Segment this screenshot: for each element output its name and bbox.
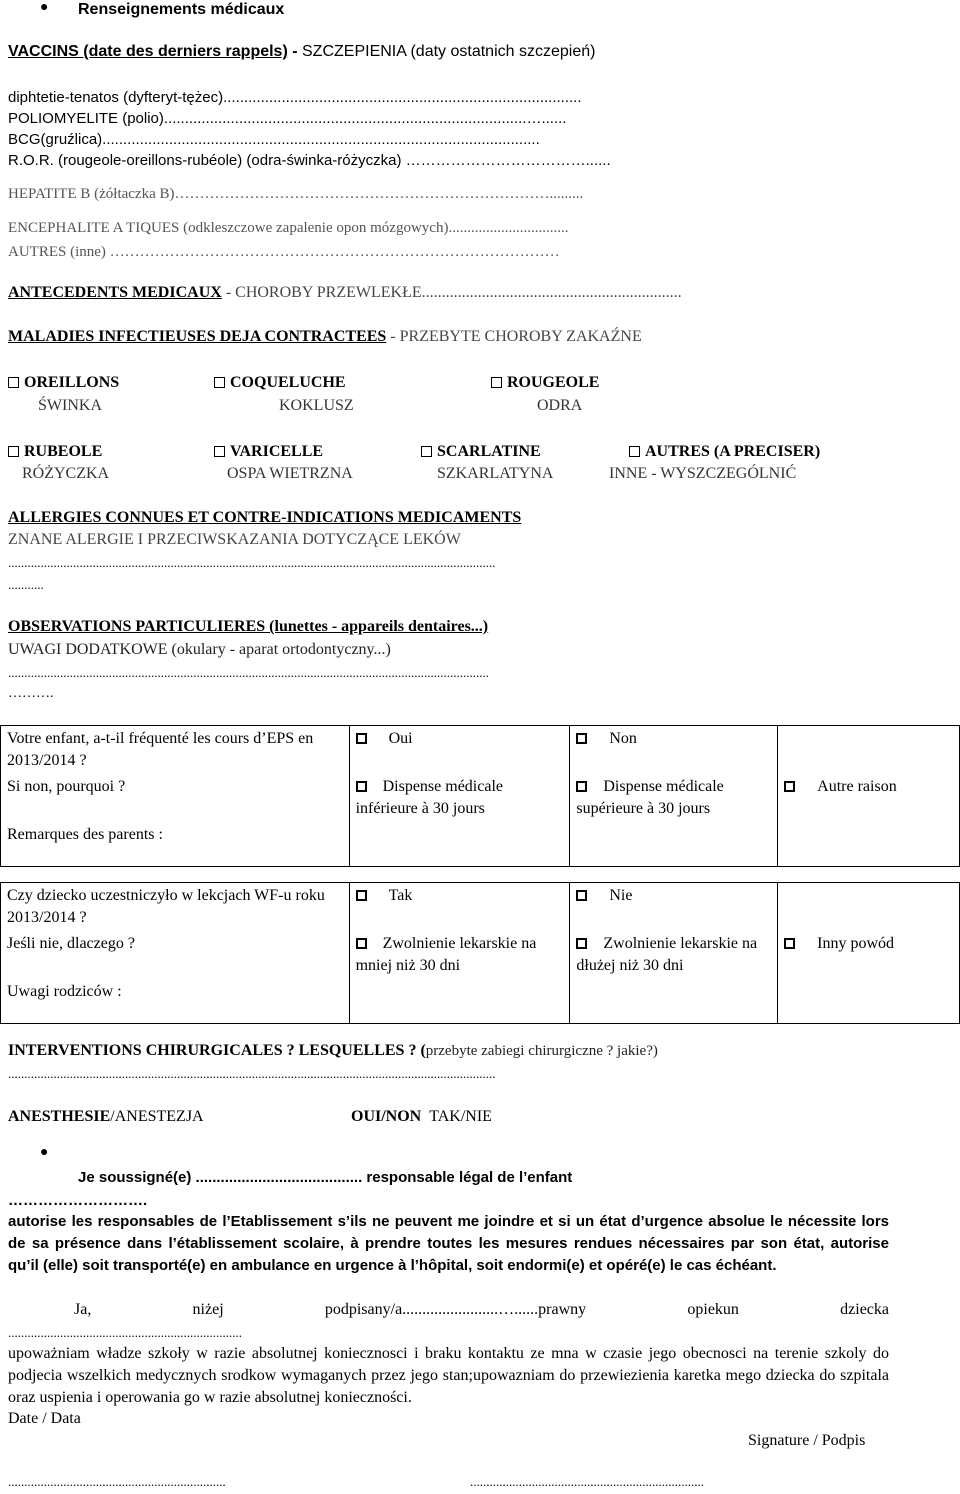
maladies-pl: - PRZEBYTE CHOROBY ZAKAŹNE [386,328,642,345]
disease-option-rubeole[interactable] [8,442,102,462]
consent-pl-line2[interactable]: ........................................................................ [8,1325,242,1340]
eps-empty-cell [778,726,960,775]
allergies-answer-line[interactable]: ........... [8,577,44,592]
disease-label: VARICELLE [230,443,324,460]
wf-table [0,882,960,1024]
consent-pl-line1: Ja, niżej podpisany/a........................…......prawny opiekun dziecka [74,1301,889,1318]
eps-remarks-field[interactable] [349,822,570,866]
disease-label: SCARLATINE [437,443,541,460]
vaccine-line: POLIOMYELITE (polio).......................................................................................…...... [8,110,567,127]
disease-label: OREILLONS [24,374,120,391]
eps-remarks-field[interactable] [570,822,778,866]
bullet-icon: ● [40,0,49,15]
anesthesia-answer[interactable] [351,1107,492,1127]
wf-question-why: Jeśli nie, dlaczego ? [1,931,350,979]
anesthesia-label-pl: /ANESTEZJA [110,1108,204,1125]
date-label: Date / Data [8,1410,81,1427]
anesthesia-answer-fr: OUI/NON [351,1108,422,1125]
eps-remarks-field[interactable] [778,822,960,866]
maladies-title: MALADIES INFECTIEUSES DEJA CONTRACTEES [8,328,387,345]
observations-answer-line[interactable]: .................................................................................................................................................... [8,665,489,680]
wf-option-nie[interactable]: Nie [570,883,778,932]
disease-pl-label: SZKARLATYNA [437,465,554,482]
surgery-line [8,1041,658,1061]
antecedents-title: ANTECEDENTS MEDICAUX [8,284,222,301]
bullet-icon: ● [40,1145,49,1160]
checkbox-icon[interactable] [8,377,19,388]
checkbox-icon[interactable] [214,377,225,388]
disease-pl-label: OSPA WIETRZNA [227,465,353,482]
signature-field[interactable]: ........................................................................ [470,1474,704,1489]
eps-remarks: Remarques des parents : [1,822,350,866]
vaccine-line: BCG(gruźlica)......................................................................................................... [8,131,540,148]
signature-label: Signature / Podpis [748,1432,866,1449]
disease-pl-label: ŚWINKA [38,397,102,414]
eps-option-inferior[interactable]: Dispense médicale inférieure à 30 jours [349,774,570,822]
eps-option-oui[interactable]: Oui [349,726,570,775]
disease-option-varicelle[interactable] [214,442,323,462]
checkbox-icon[interactable] [576,733,587,744]
disease-pl-label: ODRA [537,397,583,414]
disease-option-oreillons[interactable] [8,373,119,393]
eps-option-non[interactable]: Non [570,726,778,775]
eps-option-superior[interactable]: Dispense médicale supérieure à 30 jours [570,774,778,822]
disease-option-rougeole[interactable] [491,373,599,393]
maladies-line [8,327,642,347]
disease-option-coqueluche[interactable] [214,373,346,393]
consent-fr-line1: Je soussigné(e) ........................................ responsable légal de l’enfant [78,1169,573,1186]
wf-empty-cell [778,883,960,932]
eps-option-other[interactable]: Autre raison [778,774,960,822]
consent-fr-line2: ………………………. [8,1192,148,1209]
wf-option-less[interactable]: Zwolnienie lekarskie na mniej niż 30 dni [349,931,570,979]
observations-pl: UWAGI DODATKOWE (okulary - aparat ortodontyczny...) [8,641,391,658]
disease-option-scarlatine[interactable] [421,442,541,462]
disease-label: RUBEOLE [24,443,103,460]
checkbox-icon[interactable] [421,446,432,457]
checkbox-icon[interactable] [214,446,225,457]
anesthesia-label: ANESTHESIE [8,1108,111,1125]
disease-label: COQUELUCHE [230,374,346,391]
medical-heading: Renseignements médicaux [78,1,285,18]
disease-pl-label: RÓŻYCZKA [22,465,110,482]
wf-option-other[interactable]: Inny powód [778,931,960,979]
antecedents-line [8,283,682,303]
vaccine-line: R.O.R. (rougeole-oreillons-rubéole) (odra-świnka-różyczka) ………………………………...... [8,152,611,169]
wf-remarks-field[interactable] [778,979,960,1023]
eps-question: Votre enfant, a-t-il fréquenté les cours d’EPS en 2013/2014 ? [1,726,350,775]
wf-option-more[interactable]: Zwolnienie lekarskie na dłużej niż 30 dni [570,931,778,979]
checkbox-icon[interactable] [629,446,640,457]
vaccine-line: AUTRES (inne) ……………………………………………………………………………… [8,244,560,260]
vaccine-line: diphtetie-tenatos (dyfteryt-tężec)...................................................................................... [8,89,582,106]
vaccins-header [8,42,595,62]
vaccine-line: ENCEPHALITE A TIQUES (odkleszczowe zapalenie opon mózgowych)................................ [8,220,569,236]
surgery-title: INTERVENTIONS CHIRURGICALES ? LESQUELLES ? ( [8,1042,426,1059]
checkbox-icon[interactable] [576,781,587,792]
observations-title: OBSERVATIONS PARTICULIERES (lunettes - appareils dentaires...) [8,618,489,635]
checkbox-icon[interactable] [356,890,367,901]
wf-remarks-field[interactable] [570,979,778,1023]
observations-answer-line[interactable]: ………. [8,686,54,701]
consent-fr-body: autorise les responsables de l’Etablissement s’ils ne peuvent me joindre et si un état d’urgence absolue le nécessite lors de sa présence dans l’établissement scolaire, à prendre toutes les mesures rendues nécessaires par son état, autorise qu’il (elle) soit transporté(e) en ambulance en urgence à l’hôpital, soit endormi(e) et opéré(e) le cas échéant. [8,1213,889,1274]
checkbox-icon[interactable] [491,377,502,388]
antecedents-pl: - CHOROBY PRZEWLEKŁE................................................................. [221,284,682,301]
surgery-answer-line[interactable]: ...................................................................................................................................................... [8,1066,496,1081]
checkbox-icon[interactable] [356,938,367,949]
vaccins-separator: - [287,43,302,60]
checkbox-icon[interactable] [784,938,795,949]
wf-remarks-field[interactable] [349,979,570,1023]
disease-option-autres[interactable] [629,442,820,462]
disease-label: AUTRES (A PRECISER) [645,443,821,460]
allergies-answer-line[interactable]: ...................................................................................................................................................... [8,555,496,570]
checkbox-icon[interactable] [356,733,367,744]
checkbox-icon[interactable] [784,781,795,792]
wf-option-tak[interactable]: Tak [349,883,570,932]
checkbox-icon[interactable] [356,781,367,792]
wf-remarks: Uwagi rodziców : [1,979,350,1023]
vaccine-line: HEPATITE B (żółtaczka B)…………………………………………………………………......... [8,186,584,202]
vaccins-title: VACCINS (date des derniers rappels) [8,43,288,60]
allergies-title: ALLERGIES CONNUES ET CONTRE-INDICATIONS MEDICAMENTS [8,509,522,526]
disease-label: ROUGEOLE [507,374,600,391]
allergies-pl: ZNANE ALERGIE I PRZECIWSKAZANIA DOTYCZĄCE LEKÓW [8,531,461,548]
date-field[interactable]: ................................................................... [8,1474,226,1489]
eps-table [0,725,960,867]
wf-question: Czy dziecko uczestniczyło w lekcjach WF-u roku 2013/2014 ? [1,883,350,932]
surgery-pl: przebyte zabiegi chirurgiczne ? jakie?) [425,1043,658,1059]
anesthesia-answer-pl: TAK/NIE [429,1108,492,1125]
checkbox-icon[interactable] [8,446,19,457]
disease-pl-label: KOKLUSZ [279,397,354,414]
eps-question-why: Si non, pourquoi ? [1,774,350,822]
checkbox-icon[interactable] [576,890,587,901]
anesthesia-line [8,1107,204,1127]
disease-pl-label: INNE - WYSZCZEGÓLNIĆ [609,465,797,482]
vaccins-title-pl: SZCZEPIENIA (daty ostatnich szczepień) [302,43,596,60]
consent-pl-body: upoważniam władze szkoły w razie absolutnej koniecznosci i braku kontaktu ze mna w czasie jego obecnosci na terenie szkoly do podjecia wszelkich medycznych srodkow wymaganych przez jego stan;upowazniam do przewiezienia karetka mego dziecka do szpitala oraz uspienia i operowania go w razie absolutnej konieczności. [8,1345,889,1406]
checkbox-icon[interactable] [576,938,587,949]
